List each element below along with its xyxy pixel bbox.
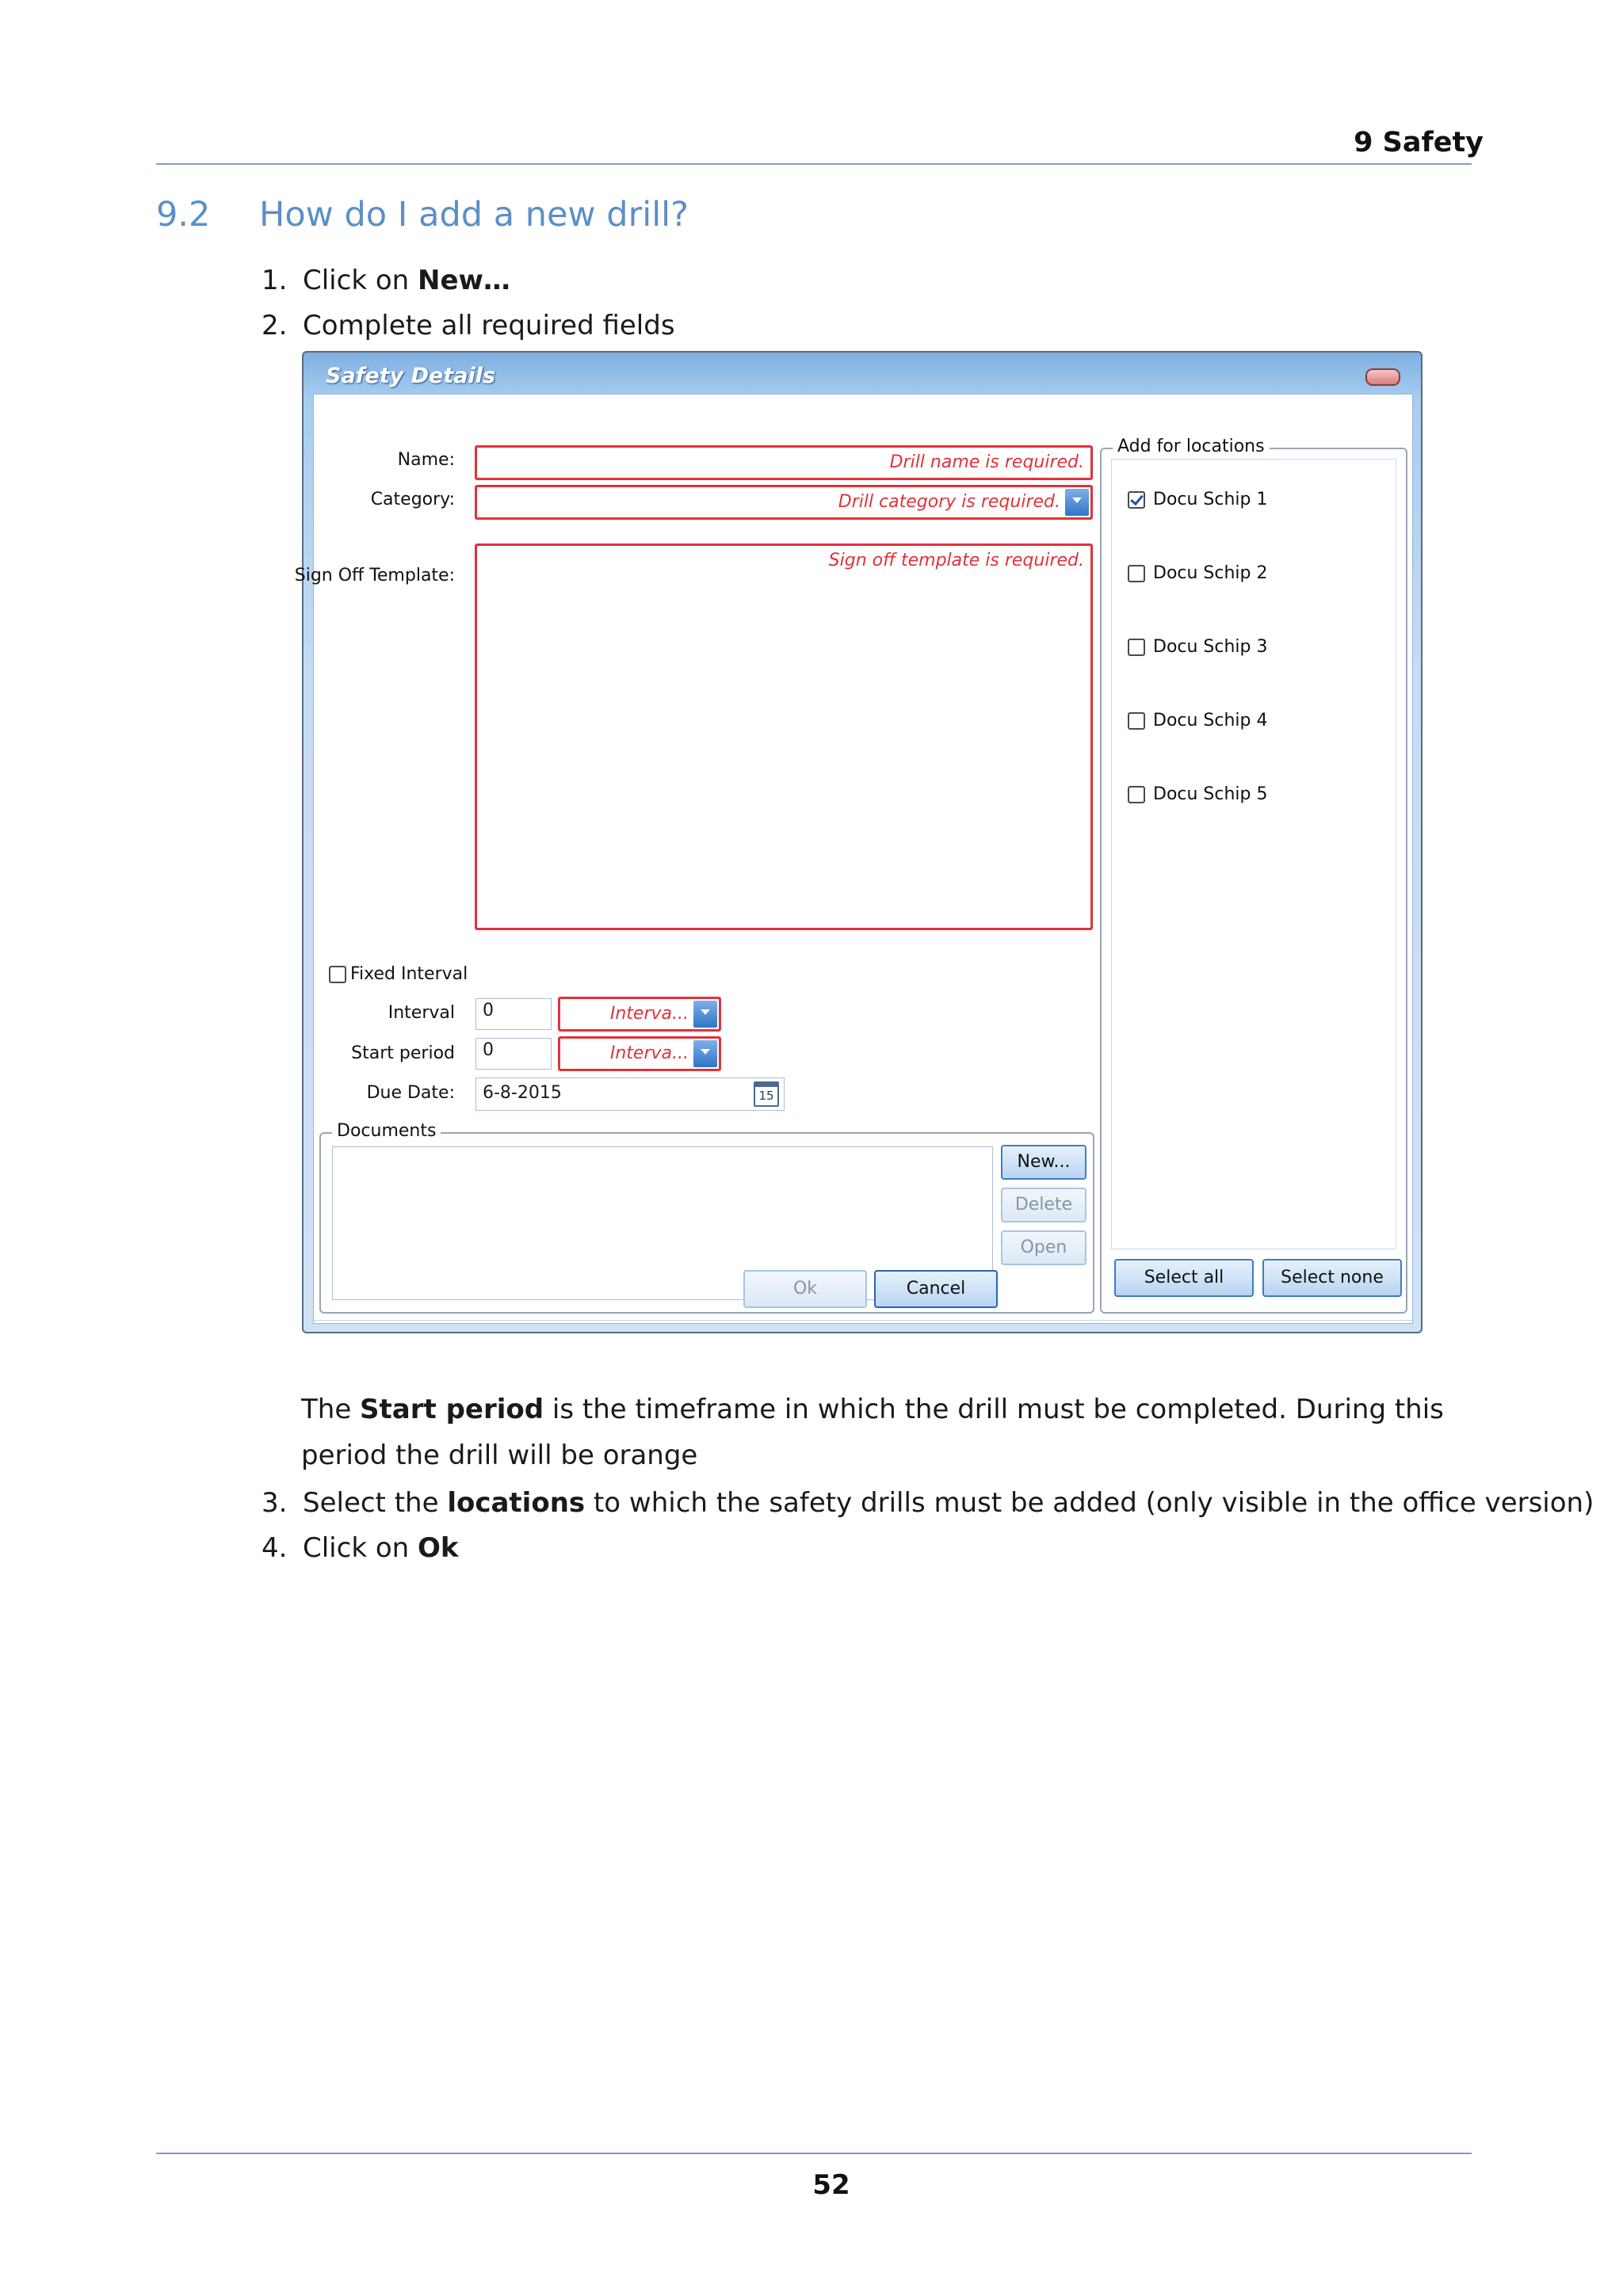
signoff-error: Sign off template is required. [828, 551, 1084, 570]
location-checkbox[interactable] [1128, 491, 1145, 509]
interval-input[interactable]: 0 [475, 998, 552, 1030]
location-name: Docu Schip 1 [1153, 490, 1268, 509]
due-date-label: Due Date: [366, 1083, 455, 1103]
signoff-template-input[interactable] [475, 543, 1093, 930]
cancel-button[interactable]: Cancel [874, 1270, 998, 1308]
window-title: Safety Details [326, 364, 496, 388]
ok-button[interactable]: Ok [743, 1270, 867, 1308]
chevron-down-icon[interactable] [693, 1001, 717, 1028]
interval-unit-value: Interva... [609, 1004, 689, 1024]
signoff-label: Sign Off Template: [294, 566, 455, 585]
chevron-down-icon[interactable] [693, 1040, 717, 1067]
select-none-button[interactable]: Select none [1262, 1259, 1402, 1297]
start-period-input[interactable]: 0 [475, 1038, 552, 1070]
step-number: 2. [262, 310, 288, 341]
start-period-note [301, 1386, 1490, 1478]
location-checkbox[interactable] [1128, 565, 1145, 582]
section-number: 9.2 [156, 195, 211, 235]
location-name: Docu Schip 3 [1153, 637, 1268, 657]
fixed-interval-checkbox[interactable] [329, 966, 346, 983]
step-bold: Ok [417, 1532, 459, 1564]
interval-unit-select[interactable] [558, 997, 721, 1032]
name-input[interactable] [475, 445, 1093, 480]
dialog-client-area [294, 394, 1413, 1324]
step-number: 3. [262, 1487, 288, 1519]
location-checkbox[interactable] [1128, 786, 1145, 803]
close-icon[interactable] [1365, 368, 1400, 386]
header-rule [156, 163, 1472, 165]
step-bold: New… [417, 265, 510, 296]
step-text: Click on [303, 265, 418, 296]
note-bold: Start period [360, 1394, 544, 1425]
due-date-value: 6-8-2015 [483, 1083, 562, 1103]
interval-label: Interval [388, 1003, 455, 1023]
page-number: 52 [812, 2169, 850, 2201]
select-all-button[interactable]: Select all [1114, 1259, 1254, 1297]
documents-label: Documents [332, 1121, 441, 1141]
step-text: Complete all required fields [303, 310, 675, 341]
location-name: Docu Schip 4 [1153, 711, 1268, 730]
name-error: Drill name is required. [889, 452, 1084, 472]
location-checkbox[interactable] [1128, 712, 1145, 730]
note-text: The [301, 1394, 361, 1425]
step-text: Click on [303, 1532, 418, 1564]
category-error: Drill category is required. [838, 492, 1060, 512]
step-bold: locations [447, 1487, 586, 1519]
name-label: Name: [397, 450, 455, 470]
section-title: How do I add a new drill? [259, 195, 689, 235]
footer-divider [314, 1320, 1412, 1321]
due-date-input[interactable] [475, 1077, 785, 1111]
locations-list [1111, 459, 1396, 1249]
locations-group [1100, 437, 1407, 1314]
locations-label: Add for locations [1113, 437, 1270, 456]
step-text: Select the [303, 1487, 448, 1519]
start-period-label: Start period [351, 1043, 455, 1063]
note-text: is the timeframe in which the drill must be completed. During this period the drill will be orange [301, 1394, 1444, 1471]
calendar-icon[interactable]: 15 [754, 1081, 779, 1107]
chapter-header: 9 Safety [1354, 127, 1484, 158]
step-text: to which the safety drills must be added (only visible in the office version) [585, 1487, 1594, 1519]
documents-new-button[interactable]: New... [1001, 1145, 1086, 1180]
documents-delete-button[interactable]: Delete [1001, 1188, 1086, 1222]
start-period-unit-value: Interva... [609, 1043, 689, 1063]
category-label: Category: [370, 490, 455, 509]
location-checkbox[interactable] [1128, 639, 1145, 656]
step-number: 1. [262, 265, 288, 296]
footer-rule [156, 2153, 1472, 2154]
location-name: Docu Schip 2 [1153, 563, 1268, 583]
start-period-unit-select[interactable] [558, 1036, 721, 1071]
fixed-interval-label: Fixed Interval [350, 964, 468, 984]
chevron-down-icon[interactable] [1065, 489, 1089, 516]
category-select[interactable] [475, 485, 1093, 520]
step-number: 4. [262, 1532, 288, 1564]
location-name: Docu Schip 5 [1153, 784, 1268, 804]
documents-open-button[interactable]: Open [1001, 1230, 1086, 1265]
safety-details-window [294, 351, 1423, 1333]
